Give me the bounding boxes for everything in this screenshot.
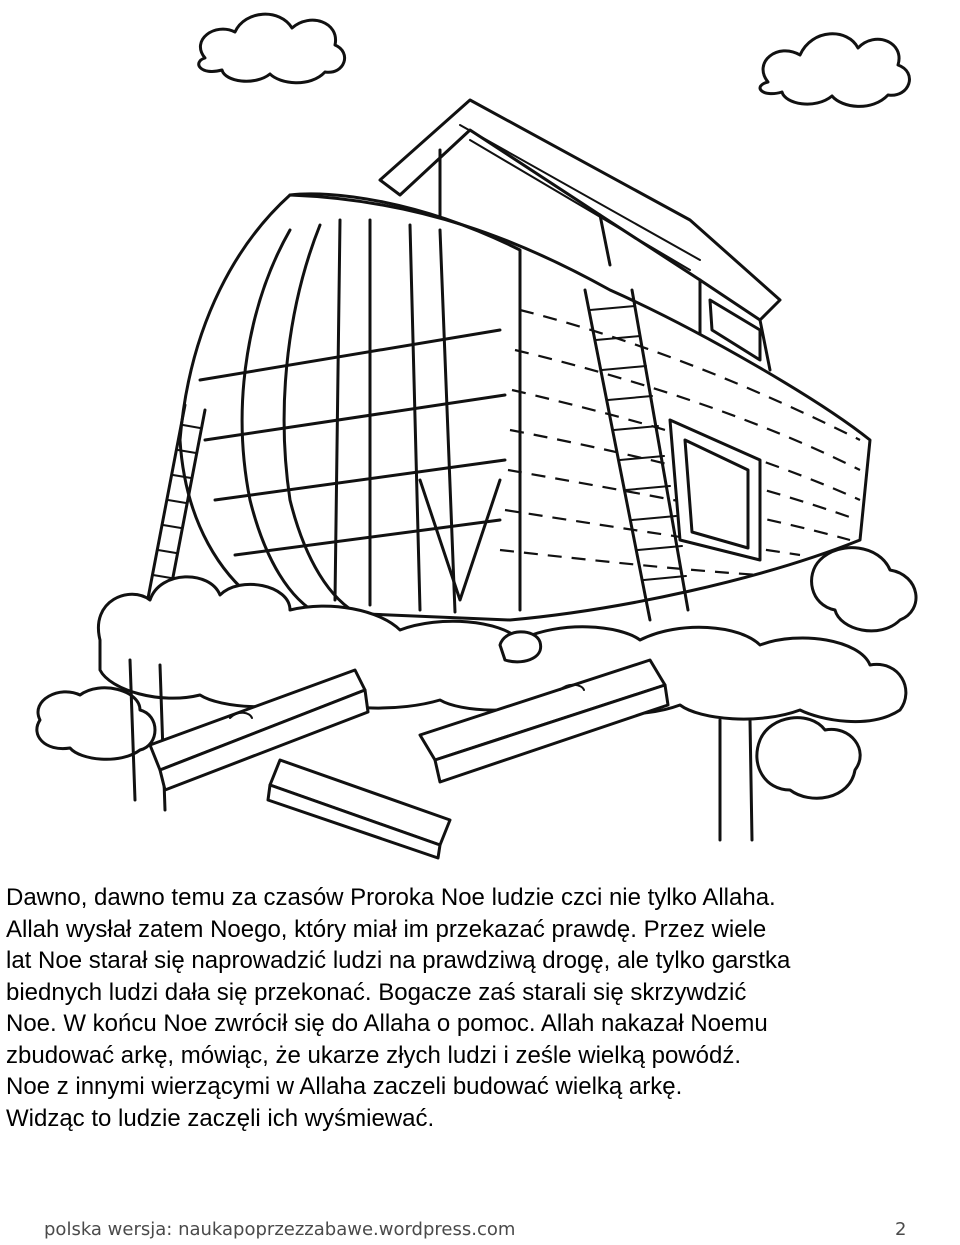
ark-hull [180,194,870,620]
story-line: biednych ludzi dała się przekonać. Bogacze zaś starali się skrzywdzić [6,978,747,1006]
story-line: Allah wysłał zatem Noego, który miał im przekazać prawdę. Przez wiele [6,915,767,943]
page-number: 2 [895,1219,907,1240]
story-line: Widząc to ludzie zaczęli ich wyśmiewać. [6,1104,435,1132]
story-line: zbudować arkę, mówiąc, że ukarze złych ludzi i ześle wielką powódź. [6,1041,741,1069]
story-text [6,882,956,1134]
footer-source: polska wersja: naukapoprzezzabawe.wordpress.com [44,1219,516,1240]
story-line: Dawno, dawno temu za czasów Proroka Noe ludzie czci nie tylko Allaha. [6,884,776,911]
story-line: lat Noe starał się naprowadzić ludzi na prawdziwą drogę, ale tylko garstka [6,947,791,974]
cloud-left [199,14,345,83]
cloud-right [760,34,909,107]
story-line: Noe z innymi wierzącymi w Allaha zaczeli budować wielką arkę. [6,1073,683,1100]
story-line: Noe. W końcu Noe zwrócił się do Allaha o pomoc. Allah nakazał Noemu [6,1010,768,1037]
